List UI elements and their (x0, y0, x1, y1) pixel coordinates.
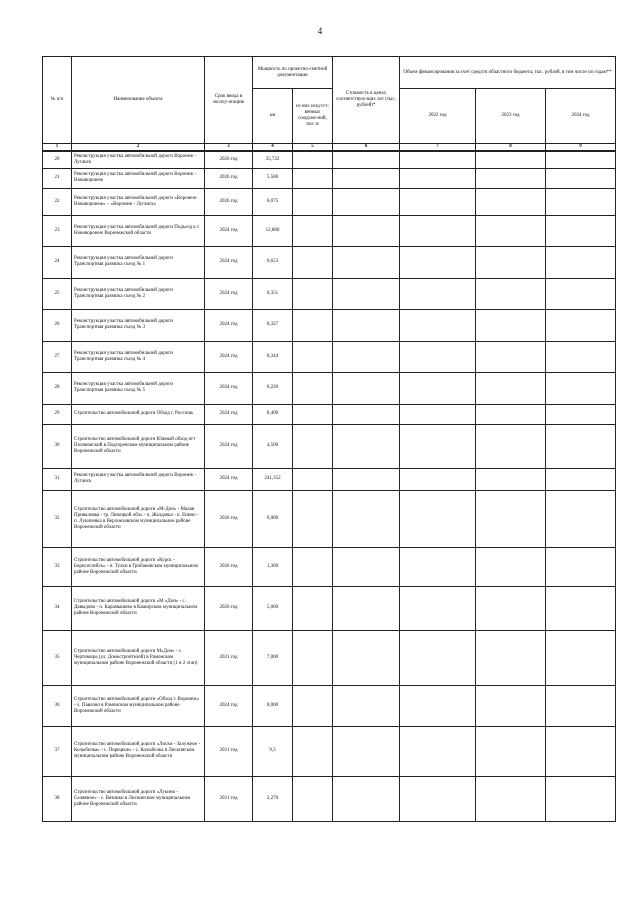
column-numbers-row (43, 144, 616, 152)
table-row (43, 630, 616, 685)
financing-2024-cell (546, 630, 616, 685)
table-row (43, 372, 616, 404)
table-row (43, 776, 616, 821)
object-name: Строительство автомобильной дороги М«Дон» - с. Чертовицы (ул. Домостроителей) в Рамонском муниципальном районе Воронежской области (1 и 2 этап) (72, 630, 205, 685)
header-num: № п/п (43, 57, 72, 144)
financing-2023-cell (476, 490, 546, 547)
commission-year: 2024 год (205, 215, 253, 246)
table-row (43, 685, 616, 726)
financing-2023-cell (476, 372, 546, 404)
artificial-structures-cell (293, 776, 333, 821)
commission-year: 2026 год (205, 151, 253, 168)
cost-cell (333, 586, 400, 630)
financing-2024-cell (546, 468, 616, 490)
table-row (43, 246, 616, 278)
financing-2022-cell (400, 547, 476, 586)
financing-2023-cell (476, 404, 546, 424)
table-body (43, 151, 616, 821)
cost-cell (333, 685, 400, 726)
cost-cell (333, 341, 400, 372)
financing-2023-cell (476, 424, 546, 468)
row-number: 33 (43, 547, 72, 586)
financing-2024-cell (546, 776, 616, 821)
financing-2023-cell (476, 341, 546, 372)
commission-year: 2026 год (205, 188, 253, 215)
financing-2023-cell (476, 151, 546, 168)
financing-2023-cell (476, 630, 546, 685)
row-number: 25 (43, 278, 72, 309)
length-km: 35,722 (253, 151, 293, 168)
commission-year: 2024 год (205, 404, 253, 424)
artificial-structures-cell (293, 309, 333, 341)
financing-2023-cell (476, 547, 546, 586)
table-row (43, 726, 616, 776)
financing-2022-cell (400, 168, 476, 188)
artificial-structures-cell (293, 246, 333, 278)
length-km: 8,000 (253, 685, 293, 726)
object-name: Реконструкция участка автомобильной дороги «Воронеж-Нововоронеж» – «Воронеж - Луганск» (72, 188, 205, 215)
object-name: Реконструкция участка автомобильной дороги Транспортная развязка съезд № 5 (72, 372, 205, 404)
cost-cell (333, 151, 400, 168)
column-number: 7 (400, 144, 476, 152)
commission-year: 2026 год (205, 547, 253, 586)
page-number: 4 (317, 26, 323, 36)
financing-2022-cell (400, 404, 476, 424)
financing-2024-cell (546, 341, 616, 372)
cost-cell (333, 215, 400, 246)
row-number: 20 (43, 151, 72, 168)
row-number: 28 (43, 372, 72, 404)
row-number: 36 (43, 685, 72, 726)
row-number: 21 (43, 168, 72, 188)
row-number: 32 (43, 490, 72, 547)
column-number: 5 (293, 144, 333, 152)
artificial-structures-cell (293, 586, 333, 630)
length-km: 6,000 (253, 490, 293, 547)
table-row (43, 468, 616, 490)
financing-2023-cell (476, 776, 546, 821)
table-row (43, 547, 616, 586)
header-capacity: Мощность по проектно-сметной документации (253, 57, 333, 89)
financing-2024-cell (546, 309, 616, 341)
table-row (43, 341, 616, 372)
artificial-structures-cell (293, 372, 333, 404)
cost-cell (333, 372, 400, 404)
length-km: 7,000 (253, 630, 293, 685)
financing-2024-cell (546, 278, 616, 309)
financing-2023-cell (476, 309, 546, 341)
commission-year: 2024 год (205, 341, 253, 372)
commission-year: 2024 год (205, 372, 253, 404)
financing-2022-cell (400, 468, 476, 490)
cost-cell (333, 726, 400, 776)
cost-cell (333, 490, 400, 547)
table-row (43, 586, 616, 630)
commission-year: 2024 год (205, 424, 253, 468)
object-name: Реконструкция участка автомобильной дороги Транспортная развязка съезд № 2 (72, 278, 205, 309)
artificial-structures-cell (293, 341, 333, 372)
length-km: 5,000 (253, 586, 293, 630)
object-name: Реконструкция участка автомобильной дороги Воронеж - Нововоронеж (72, 168, 205, 188)
financing-2022-cell (400, 188, 476, 215)
cost-cell (333, 168, 400, 188)
header-artificial: из них искусст-венных сооруже-ний, пог. м (293, 89, 333, 144)
commission-year: 2024 год (205, 246, 253, 278)
row-number: 37 (43, 726, 72, 776)
length-km: 9,3 (253, 726, 293, 776)
length-km: 12,880 (253, 215, 293, 246)
financing-2022-cell (400, 776, 476, 821)
financing-2024-cell (546, 547, 616, 586)
row-number: 23 (43, 215, 72, 246)
financing-2023-cell (476, 685, 546, 726)
financing-2023-cell (476, 188, 546, 215)
column-number: 4 (253, 144, 293, 152)
cost-cell (333, 246, 400, 278)
object-name: Реконструкция участка автомобильной дороги Воронеж - Луганск (72, 151, 205, 168)
row-number: 34 (43, 586, 72, 630)
financing-2022-cell (400, 586, 476, 630)
length-km: 1,300 (253, 547, 293, 586)
row-number: 27 (43, 341, 72, 372)
header-term: Срок ввода в эксплу-атацию (205, 57, 253, 144)
financing-2022-cell (400, 726, 476, 776)
column-number: 6 (333, 144, 400, 152)
table-row (43, 278, 616, 309)
artificial-structures-cell (293, 490, 333, 547)
table-row (43, 309, 616, 341)
financing-2023-cell (476, 726, 546, 776)
length-km: 8,400 (253, 404, 293, 424)
row-number: 22 (43, 188, 72, 215)
commission-year: 2031 год (205, 630, 253, 685)
financing-2023-cell (476, 246, 546, 278)
length-km: 0,327 (253, 309, 293, 341)
financing-2022-cell (400, 278, 476, 309)
financing-2024-cell (546, 372, 616, 404)
header-2024: 2024 год (546, 89, 616, 144)
length-km: 0,220 (253, 372, 293, 404)
financing-2022-cell (400, 424, 476, 468)
financing-2022-cell (400, 151, 476, 168)
financing-2024-cell (546, 246, 616, 278)
commission-year: 2031 год (205, 776, 253, 821)
column-number: 3 (205, 144, 253, 152)
object-name: Строительство автомобильной дороги «М-Дон» - Малая Приваловка - гр. Липецкой обл» - п. Жалдачка - п. Енино - п. Лукичевка в Верхнехавском муниципальном районе Воронежской области (72, 490, 205, 547)
object-name: Реконструкция участка автомобильной дороги Транспортная развязка съезд № 3 (72, 309, 205, 341)
object-name: Строительство автомобильной дороги Южный обход пгт Поляновский в Подгоренском муниципальном районе Воронежской области (72, 424, 205, 468)
object-name: Реконструкция участка автомобильной дороги Подъезд к г. Нововоронеж Воронежской области (72, 215, 205, 246)
objects-table (42, 56, 616, 822)
financing-2024-cell (546, 490, 616, 547)
cost-cell (333, 188, 400, 215)
object-name: Строительство автомобильной дороги «Лукино - Селявное» - с. Вязники в Лискинском муниципальном районе Воронежской области (72, 776, 205, 821)
commission-year: 2026 год (205, 586, 253, 630)
financing-2022-cell (400, 309, 476, 341)
cost-cell (333, 278, 400, 309)
financing-2023-cell (476, 278, 546, 309)
artificial-structures-cell (293, 404, 333, 424)
table-row (43, 215, 616, 246)
row-number: 38 (43, 776, 72, 821)
row-number: 26 (43, 309, 72, 341)
object-name: Строительство автомобильной дороги Обход г. Россошь (72, 404, 205, 424)
artificial-structures-cell (293, 168, 333, 188)
length-km: 5,580 (253, 168, 293, 188)
length-km: 2,270 (253, 776, 293, 821)
financing-2024-cell (546, 168, 616, 188)
financing-2024-cell (546, 685, 616, 726)
header-km: км (253, 89, 293, 144)
object-name: Реконструкция участка автомобильной дороги Воронеж - Луганск (72, 468, 205, 490)
length-km: 0,653 (253, 246, 293, 278)
cost-cell (333, 404, 400, 424)
artificial-structures-cell (293, 630, 333, 685)
column-number: 8 (476, 144, 546, 152)
table-row (43, 424, 616, 468)
row-number: 24 (43, 246, 72, 278)
object-name: Строительство автомобильной дороги «Обход г. Воронеж» - х. Павлово в Рамонском муниципальном районе Воронежской области (72, 685, 205, 726)
header-2023: 2023 год (476, 89, 546, 144)
financing-2022-cell (400, 685, 476, 726)
table-row (43, 151, 616, 168)
table-row (43, 168, 616, 188)
header-cost: Стоимость в ценах соответствую-щих лет (тыс. рублей)* (333, 57, 400, 144)
row-number: 30 (43, 424, 72, 468)
length-km: 0,351 (253, 278, 293, 309)
length-km: 6,075 (253, 188, 293, 215)
table-row (43, 490, 616, 547)
cost-cell (333, 547, 400, 586)
commission-year: 2024 год (205, 309, 253, 341)
commission-year: 2026 год (205, 168, 253, 188)
artificial-structures-cell (293, 215, 333, 246)
cost-cell (333, 468, 400, 490)
object-name: Реконструкция участка автомобильной дороги Транспортная развязка съезд № 4 (72, 341, 205, 372)
row-number: 35 (43, 630, 72, 685)
commission-year: 2031 год (205, 726, 253, 776)
financing-2024-cell (546, 151, 616, 168)
header-name: Наименование объекта (72, 57, 205, 144)
commission-year: 2024 год (205, 685, 253, 726)
financing-2023-cell (476, 586, 546, 630)
object-name: Строительство автомобильной дороги «Лиски - Залужное - Колыбелка» - с. Порецкое» - с. Колыбелка в Лискинском муниципальном районе Воронежской области (72, 726, 205, 776)
financing-2024-cell (546, 586, 616, 630)
financing-2024-cell (546, 188, 616, 215)
table-row (43, 404, 616, 424)
artificial-structures-cell (293, 468, 333, 490)
length-km: 4,500 (253, 424, 293, 468)
length-km: 0,344 (253, 341, 293, 372)
financing-2024-cell (546, 424, 616, 468)
financing-2024-cell (546, 726, 616, 776)
table-row (43, 188, 616, 215)
cost-cell (333, 630, 400, 685)
artificial-structures-cell (293, 685, 333, 726)
commission-year: 2026 год (205, 490, 253, 547)
row-number: 31 (43, 468, 72, 490)
row-number: 29 (43, 404, 72, 424)
financing-2024-cell (546, 404, 616, 424)
financing-2022-cell (400, 630, 476, 685)
financing-2024-cell (546, 215, 616, 246)
financing-2022-cell (400, 215, 476, 246)
financing-2022-cell (400, 246, 476, 278)
artificial-structures-cell (293, 547, 333, 586)
column-number: 9 (546, 144, 616, 152)
object-name: Строительство автомобильной дороги «Курск - Борисоглебск» - п. Тулки в Грибановском муниципальном районе Воронежской области (72, 547, 205, 586)
cost-cell (333, 309, 400, 341)
artificial-structures-cell (293, 278, 333, 309)
column-number: 1 (43, 144, 72, 152)
financing-2022-cell (400, 490, 476, 547)
artificial-structures-cell (293, 188, 333, 215)
commission-year: 2024 год (205, 278, 253, 309)
financing-2022-cell (400, 372, 476, 404)
financing-2023-cell (476, 168, 546, 188)
artificial-structures-cell (293, 424, 333, 468)
financing-2023-cell (476, 215, 546, 246)
object-name: Реконструкция участка автомобильной дороги Транспортная развязка съезд № 1 (72, 246, 205, 278)
artificial-structures-cell (293, 151, 333, 168)
financing-2022-cell (400, 341, 476, 372)
column-number: 2 (72, 144, 205, 152)
header-financing: Объем финансирования за счет средств областного бюджета, тыс. рублей, в том числе по годам** (400, 57, 616, 89)
financing-2023-cell (476, 468, 546, 490)
artificial-structures-cell (293, 726, 333, 776)
object-name: Строительство автомобильной дороги «М «Дон» - с. Давыдово - п. Карамышево в Каширском муниципальном районе Воронежской области (72, 586, 205, 630)
header-2022: 2022 год (400, 89, 476, 144)
cost-cell (333, 776, 400, 821)
commission-year: 2024 год (205, 468, 253, 490)
cost-cell (333, 424, 400, 468)
length-km: 241,352 (253, 468, 293, 490)
